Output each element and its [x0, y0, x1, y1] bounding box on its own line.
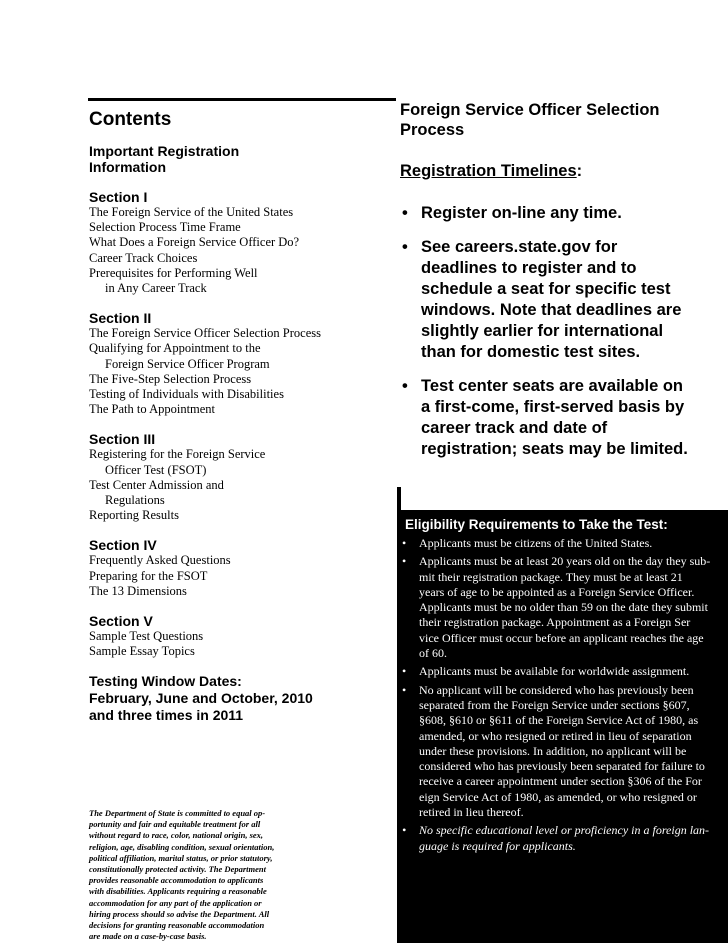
contents-item: Frequently Asked Questions — [89, 553, 231, 568]
contents-item: What Does a Foreign Service Officer Do? — [89, 235, 300, 250]
eligibility-line: under these provisions. In addition, no applicant will be — [419, 743, 687, 758]
contents-heading: Contents — [89, 109, 172, 130]
contents-item: Regulations — [105, 493, 165, 508]
eligibility-item — [400, 823, 718, 854]
contents-item: Sample Test Questions — [89, 629, 204, 644]
disclaimer-line: constitutionally protected activity. The Department — [89, 864, 266, 875]
disclaimer-line: hiring process should so advise the Department. All — [89, 908, 270, 919]
eligibility-item — [400, 554, 718, 661]
bullet-icon: • — [402, 204, 408, 222]
contents-item: Sample Essay Topics — [89, 644, 195, 659]
contents-item: The Foreign Service Officer Selection Process — [89, 326, 321, 341]
eligibility-box — [400, 510, 728, 943]
disclaimer-line: The Department of State is committed to equal op- — [89, 808, 266, 818]
contents-item: Test Center Admission and — [89, 477, 224, 492]
contents-item: The Five-Step Selection Process — [89, 371, 252, 386]
contents-item: Registering for the Foreign Service — [89, 447, 266, 462]
eligibility-line: No applicant will be considered who has previously been — [419, 682, 694, 697]
document-title — [400, 100, 720, 140]
bullet-line: Test center seats are available on — [421, 377, 683, 395]
eligibility-line: guage is required for applicants. — [419, 838, 576, 853]
top-rule — [88, 98, 396, 101]
eligibility-line: retired in lieu thereof. — [419, 805, 524, 820]
registration-timelines-colon: : — [576, 162, 583, 180]
bullet-icon: • — [402, 664, 407, 679]
contents-item: The 13 Dimensions — [89, 583, 187, 598]
bullet-line: slightly earlier for international — [421, 322, 664, 340]
testing-window-line-3: and three times in 2011 — [89, 707, 244, 724]
contents-item: Career Track Choices — [89, 250, 198, 265]
testing-window-line-2: February, June and October, 2010 — [89, 690, 313, 707]
eligibility-line: Applicants must be no older than 59 on the date they submit — [419, 600, 708, 615]
eligibility-line: Applicants must be at least 20 years old on the day they sub- — [419, 554, 711, 569]
important-registration-line-1: Important Registration — [89, 143, 240, 159]
bullet-line: a first-come, first-served basis by — [421, 398, 685, 416]
eligibility-title: Eligibility Requirements to Take the Test: — [405, 517, 668, 532]
bullet-icon: • — [402, 238, 408, 256]
equal-opportunity-disclaimer — [89, 808, 309, 942]
eligibility-item — [400, 683, 718, 821]
eligibility-line: Applicants must be available for worldwide assignment. — [419, 664, 690, 679]
section-gap — [89, 599, 389, 613]
contents-item: Selection Process Time Frame — [89, 220, 241, 235]
contents-item: Preparing for the FSOT — [89, 568, 208, 583]
testing-window-line-1: Testing Window Dates: — [89, 673, 242, 690]
registration-bullet — [400, 203, 712, 224]
bullet-icon: • — [402, 682, 407, 697]
testing-window — [89, 673, 389, 724]
disclaimer-line: religion, age, disabling condition, sexual orientation, — [89, 841, 275, 852]
bullet-icon: • — [402, 823, 407, 838]
bullet-icon: • — [402, 554, 407, 569]
bullet-icon: • — [402, 536, 407, 550]
section-gap — [89, 175, 389, 189]
document-title-line-2: Process — [400, 121, 465, 139]
contents-item: Reporting Results — [89, 508, 179, 523]
eligibility-item — [400, 536, 718, 551]
eligibility-line: years of age to be appointed as a Foreign Service Officer. — [419, 584, 695, 599]
bullet-line: See careers.state.gov for — [421, 238, 618, 256]
important-registration-line-2: Information — [89, 159, 166, 175]
eligibility-line: No specific educational level or proficiency in a foreign lan- — [419, 823, 710, 838]
disclaimer-line: are made on a case-by-case basis. — [89, 931, 207, 942]
eligibility-list — [400, 536, 718, 854]
contents-item: Testing of Individuals with Disabilities — [89, 387, 284, 402]
eligibility-line: vice Officer must occur before an applicant reaches the age — [419, 630, 704, 645]
contents-item: Prerequisites for Performing Well — [89, 265, 258, 280]
eligibility-line: considered who has previously been separated for failure to — [419, 759, 705, 774]
section-heading: Section II — [89, 310, 152, 327]
bullet-line: deadlines to register and to — [421, 259, 637, 277]
eligibility-line: receive a career appointment under section §306 of the For — [419, 774, 702, 789]
eligibility-line: amended, or who resigned or retired in lieu of separation — [419, 728, 692, 743]
disclaimer-line: portunity and fair and equitable treatment for all — [89, 819, 261, 830]
contents-column — [89, 105, 389, 724]
section-gap — [89, 523, 389, 537]
registration-bullet — [400, 376, 712, 460]
section-heading: Section III — [89, 431, 156, 448]
registration-bullets — [400, 203, 712, 473]
registration-bullet — [400, 237, 712, 363]
contents-item: Officer Test (FSOT) — [105, 462, 207, 477]
bullet-line: registration; seats may be limited. — [421, 440, 688, 458]
registration-timelines-label: Registration Timelines — [400, 162, 577, 180]
section-heading: Section I — [89, 189, 148, 205]
contents-item: Qualifying for Appointment to the — [89, 341, 261, 356]
bullet-line: than for domestic test sites. — [421, 343, 641, 361]
bullet-line: windows. Note that deadlines are — [421, 301, 682, 319]
eligibility-line: Applicants must be citizens of the United States. — [419, 536, 653, 550]
disclaimer-line: without regard to race, color, national origin, sex, — [89, 830, 264, 841]
eligibility-line: eign Service Act of 1980, as amended, or who resigned or — [419, 789, 697, 804]
registration-timelines-heading — [400, 162, 582, 181]
contents-item: The Foreign Service of the United States — [89, 205, 294, 219]
eligibility-line: separated from the Foreign Service under sections §607, — [419, 697, 690, 712]
bullet-line: Register on-line any time. — [421, 204, 622, 222]
disclaimer-line: with disabilities. Applicants requiring a reasonable — [89, 886, 267, 897]
disclaimer-line: provides reasonable accommodation to applicants — [89, 875, 264, 886]
eligibility-line: §608, §610 or §611 of the Foreign Service Act of 1980, as — [419, 713, 699, 728]
disclaimer-line: political affiliation, marital status, or prior statutory, — [89, 852, 273, 863]
contents-item: Foreign Service Officer Program — [105, 356, 270, 371]
eligibility-line: of 60. — [419, 646, 447, 661]
bullet-line: career track and date of — [421, 419, 608, 437]
bullet-icon: • — [402, 377, 408, 395]
eligibility-line: their registration package. Appointment as a Foreign Ser — [419, 615, 691, 630]
section-gap — [89, 296, 389, 310]
disclaimer-line: decisions for granting reasonable accommodation — [89, 920, 265, 931]
section-heading: Section V — [89, 613, 153, 630]
contents-sections — [89, 175, 389, 659]
eligibility-line: mit their registration package. They must be at least 21 — [419, 569, 683, 584]
section-gap — [89, 417, 389, 431]
contents-item: The Path to Appointment — [89, 402, 216, 417]
section-heading: Section IV — [89, 537, 157, 554]
eligibility-item — [400, 664, 718, 679]
contents-item: in Any Career Track — [105, 281, 207, 296]
bullet-line: schedule a seat for specific test — [421, 280, 671, 298]
disclaimer-line: accommodation for any part of the application or — [89, 897, 262, 908]
document-title-line-1: Foreign Service Officer Selection — [400, 101, 660, 119]
